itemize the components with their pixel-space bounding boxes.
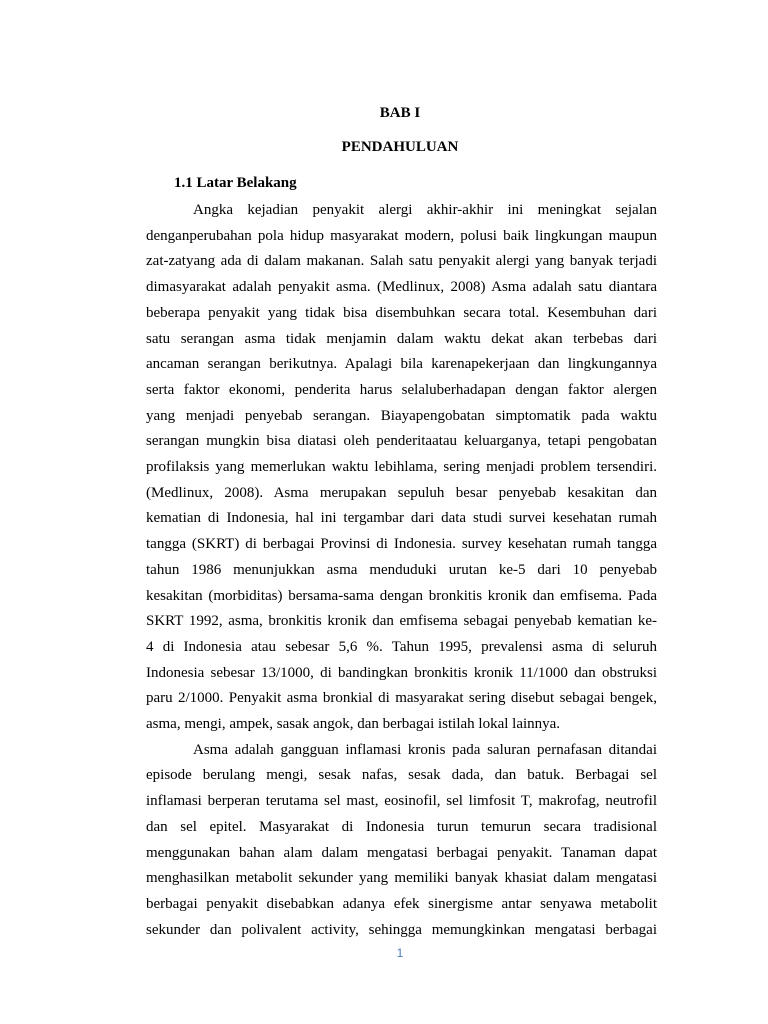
text-line: (Medlinux, 2008). Asma merupakan sepuluh besar penyebab kesakitan dan [146,484,657,501]
text-line: tahun 1986 menunjukkan asma menduduki urutan ke-5 dari 10 penyebab [146,561,657,578]
text-line: dan sel epitel. Masyarakat di Indonesia turun temurun secara tradisional [146,818,657,835]
text-line: Indonesia sebesar 13/1000, di bandingkan bronkitis kronik 11/1000 dan obstruksi [146,664,657,681]
text-line: paru 2/1000. Penyakit asma bronkial di masyarakat sering disebut sebagai bengek, [146,690,657,707]
text-line: 4 di Indonesia atau sebesar 5,6 %. Tahun 1995, prevalensi asma di seluruh [146,638,657,655]
text-line: episode berulang mengi, sesak nafas, sesak dada, dan batuk. Berbagai sel [146,767,657,784]
text-line: denganperubahan pola hidup masyarakat modern, polusi baik lingkungan maupun [146,227,657,244]
text-line: SKRT 1992, asma, bronkitis kronik dan emfisema sebagai penyebab kematian ke- [146,613,657,630]
text-line: ancaman serangan berikutnya. Apalagi bila karenapekerjaan dan lingkungannya [146,356,657,373]
text-line: berbagai penyakit disebabkan adanya efek sinergisme antar senyawa metabolit [146,895,657,912]
text-line: asma, mengi, ampek, sasak angok, dan berbagai istilah lokal lainnya. [146,716,561,732]
text-line: tangga (SKRT) di berbagai Provinsi di Indonesia. survey kesehatan rumah tangga [146,536,657,553]
text-line: yang menjadi penyebab serangan. Biayapengobatan simptomatik pada waktu [146,407,657,424]
page-number: 1 [396,946,404,960]
text-line: serta faktor ekonomi, penderita harus selaluberhadapan dengan faktor alergen [146,381,657,398]
text-line: menghasilkan metabolit sekunder yang memiliki banyak khasiat dalam mengatasi [146,870,657,887]
text-line: inflamasi berperan terutama sel mast, eosinofil, sel limfosit T, makrofag, neutrofil [146,793,657,810]
text-line: sekunder dan polivalent activity, sehingga memungkinkan mengatasi berbagai [146,921,657,938]
chapter-title: PENDAHULUAN [341,139,459,155]
text-line: serangan mungkin bisa diatasi oleh penderitaatau keluarganya, tetapi pengobatan [146,433,657,450]
text-line: beberapa penyakit yang tidak bisa disembuhkan secara total. Kesembuhan dari [146,304,657,321]
chapter-number: BAB I [379,105,421,121]
text-line: profilaksis yang memerlukan waktu lebihlama, sering menjadi problem tersendiri. [146,459,657,475]
text-line: kematian di Indonesia, hal ini tergambar dari data studi survei kesehatan rumah [146,510,657,527]
text-line: menggunakan bahan alam dalam mengatasi berbagai penyakit. Tanaman dapat [146,844,657,861]
text-line: kesakitan (morbiditas) bersama-sama dengan bronkitis kronik dan emfisema. Pada [146,587,657,604]
text-line: dimasyarakat adalah penyakit asma. (Medlinux, 2008) Asma adalah satu diantara [146,279,657,296]
text-line: zat-zatyang ada di dalam makanan. Salah satu penyakit alergi yang banyak terjadi [146,253,657,270]
text-line: satu serangan asma tidak menjamin dalam waktu dekat akan terbebas dari [146,330,657,347]
section-heading: 1.1 Latar Belakang [174,175,297,191]
text-line: Angka kejadian penyakit alergi akhir-akhir ini meningkat sejalan [193,202,657,218]
text-line: Asma adalah gangguan inflamasi kronis pada saluran pernafasan ditandai [193,741,657,758]
